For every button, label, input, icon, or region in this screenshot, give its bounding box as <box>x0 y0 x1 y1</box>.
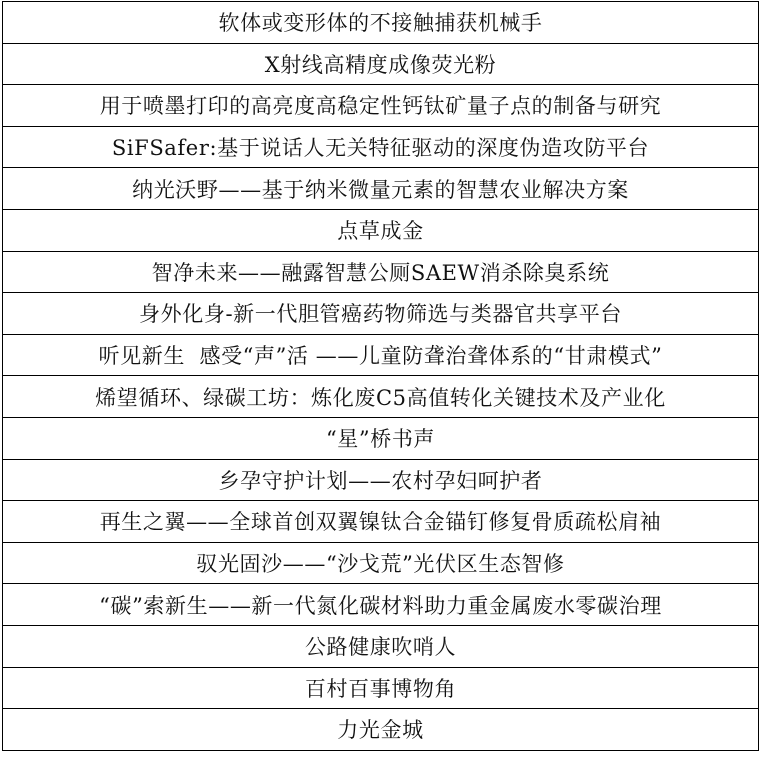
table-row <box>3 85 759 127</box>
project-name-cell: 听见新生 感受“声”活 ——儿童防聋治聋体系的“甘肃模式” <box>3 334 759 376</box>
table-row <box>3 667 759 709</box>
project-name-cell: 百村百事博物角 <box>3 667 759 709</box>
table-row <box>3 459 759 501</box>
table-row <box>3 334 759 376</box>
project-name-cell: 用于喷墨打印的高亮度高稳定性钙钛矿量子点的制备与研究 <box>3 85 759 127</box>
table-row <box>3 709 759 751</box>
table-row <box>3 501 759 543</box>
project-name-cell: 烯望循环、绿碳工坊：炼化废C5高值转化关键技术及产业化 <box>3 376 759 418</box>
project-name-cell: 力光金城 <box>3 709 759 751</box>
project-name-cell: 软体或变形体的不接触捕获机械手 <box>3 2 759 44</box>
table-row <box>3 293 759 335</box>
table-row <box>3 43 759 85</box>
project-name-cell: 身外化身-新一代胆管癌药物筛选与类器官共享平台 <box>3 293 759 335</box>
project-name-cell: 智净未来——融露智慧公厕SAEW消杀除臭系统 <box>3 251 759 293</box>
table-row <box>3 542 759 584</box>
project-name-cell: X射线高精度成像荧光粉 <box>3 43 759 85</box>
table-row <box>3 168 759 210</box>
table-row <box>3 376 759 418</box>
project-name-cell: 乡孕守护计划——农村孕妇呵护者 <box>3 459 759 501</box>
project-list-table <box>2 1 759 751</box>
table-row <box>3 2 759 44</box>
table-row <box>3 584 759 626</box>
project-name-cell: 驭光固沙——“沙戈荒”光伏区生态智修 <box>3 542 759 584</box>
table-row <box>3 251 759 293</box>
project-name-cell: 再生之翼——全球首创双翼镍钛合金锚钉修复骨质疏松肩袖 <box>3 501 759 543</box>
project-name-cell: “星”桥书声 <box>3 417 759 459</box>
project-name-cell: 点草成金 <box>3 209 759 251</box>
project-list-table-wrapper <box>2 1 759 751</box>
project-name-cell: “碳”索新生——新一代氮化碳材料助力重金属废水零碳治理 <box>3 584 759 626</box>
project-name-cell: SiFSafer:基于说话人无关特征驱动的深度伪造攻防平台 <box>3 126 759 168</box>
table-row <box>3 417 759 459</box>
project-name-cell: 纳光沃野——基于纳米微量元素的智慧农业解决方案 <box>3 168 759 210</box>
table-row <box>3 126 759 168</box>
project-name-cell: 公路健康吹哨人 <box>3 625 759 667</box>
table-row <box>3 209 759 251</box>
table-row <box>3 625 759 667</box>
